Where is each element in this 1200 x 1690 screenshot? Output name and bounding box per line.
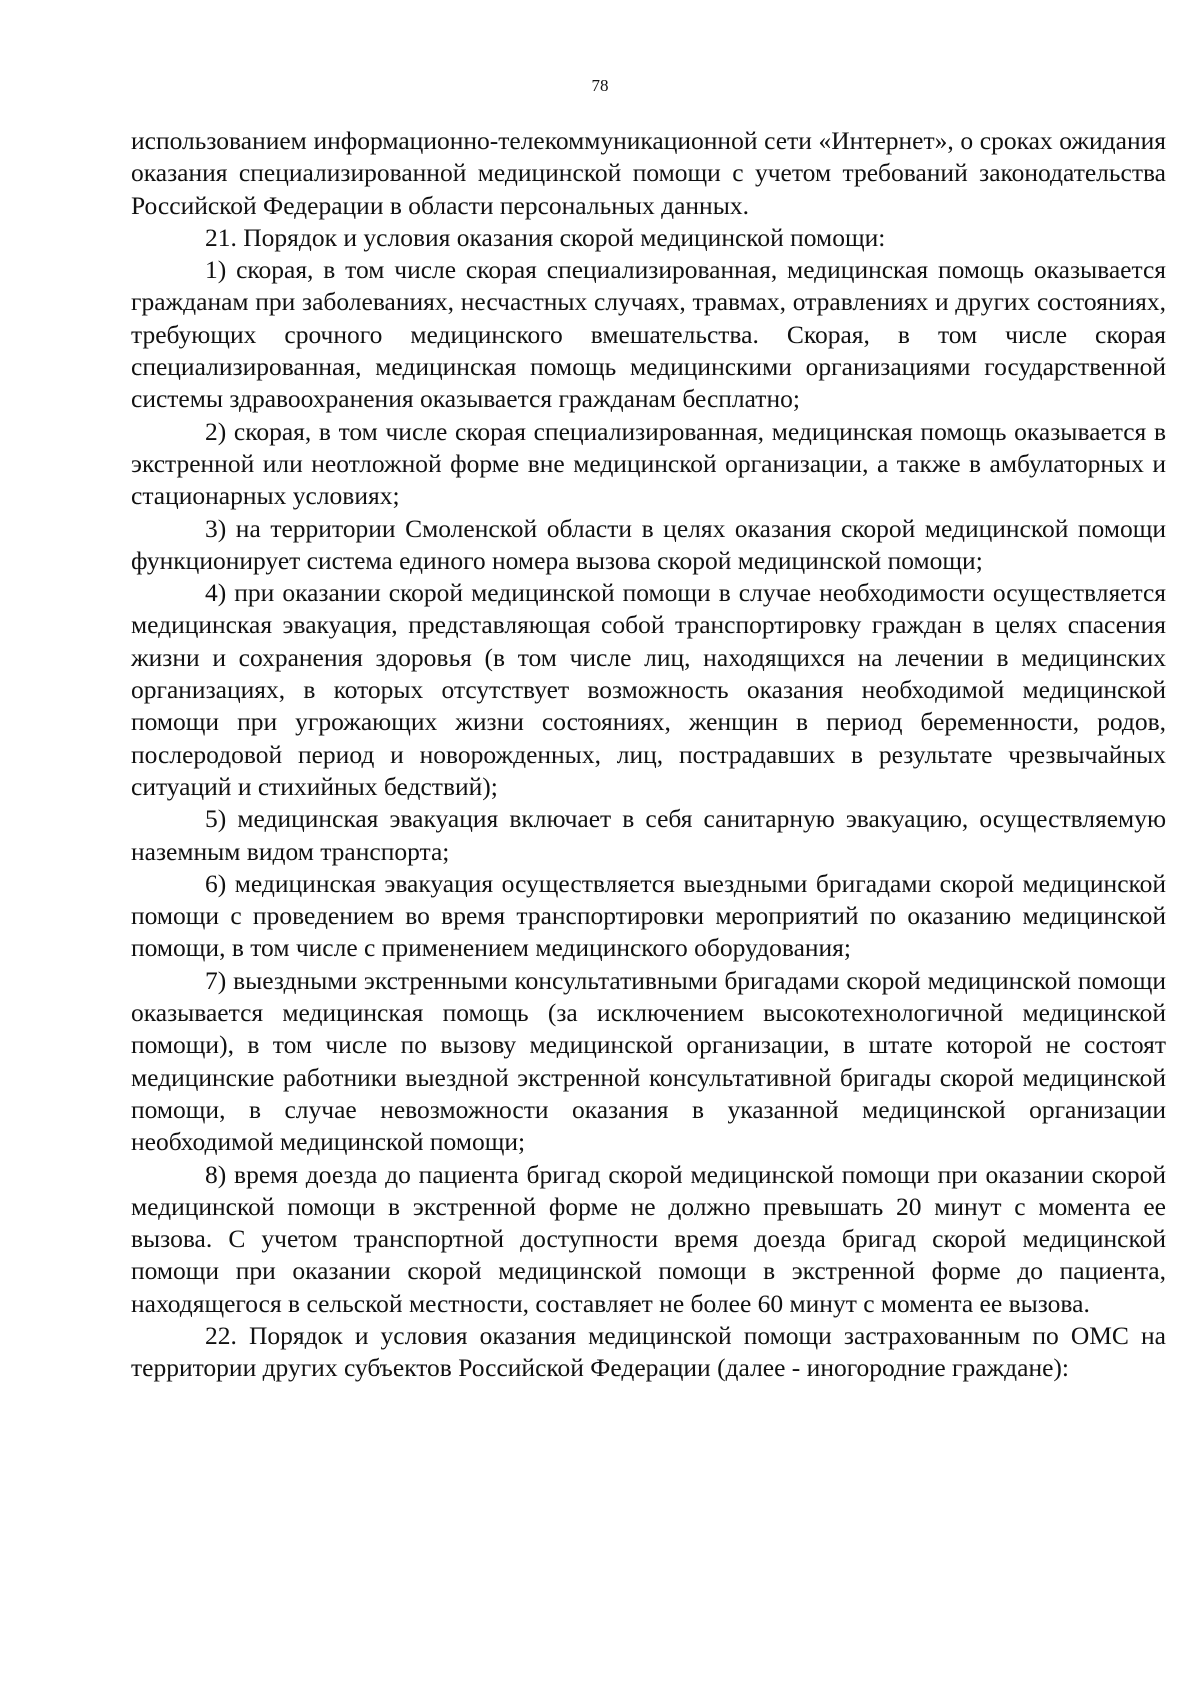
list-item-8: 8) время доезда до пациента бригад скорой медицинской помощи при оказании скорой медицинской помощи в экстренной форме не должно превышать 20 минут с момента ее вызова. С учетом транспортной доступности время доезда бригад скорой медицинской помощи при оказании скорой медицинской помощи в экстренной форме до пациента, находящегося в сельской местности, составляет не более 60 минут с момента ее вызова. <box>131 1159 1166 1318</box>
list-item-1: 1) скорая, в том числе скорая специализированная, медицинская помощь оказывается гражданам при заболеваниях, несчастных случаях, травмах, отравлениях и других состояниях, требующих срочного медицинского вмешательства. Скорая, в том числе скорая специализированная, медицинская помощь медицинскими организациями государственной системы здравоохранения оказывается гражданам бесплатно; <box>131 255 1166 414</box>
list-item-5: 5) медицинская эвакуация включает в себя санитарную эвакуацию, осуществляемую наземным видом транспорта; <box>131 804 1166 866</box>
section-21-heading: 21. Порядок и условия оказания скорой медицинской помощи: <box>205 222 886 252</box>
list-item-3: 3) на территории Смоленской области в целях оказания скорой медицинской помощи функционирует система единого номера вызова скорой медицинской помощи; <box>131 513 1166 575</box>
paragraph-continuation: использованием информационно-телекоммуникационной сети «Интернет», о сроках ожидания оказания специализированной медицинской помощи с учетом требований законодательства Российской Федерации в области персональных данных. <box>131 126 1166 220</box>
list-item-4: 4) при оказании скорой медицинской помощи в случае необходимости осуществляется медицинская эвакуация, представляющая собой транспортировку граждан в целях спасения жизни и сохранения здоровья (в том числе лиц, находящихся на лечении в медицинских организациях, в которых отсутствует возможность оказания необходимой медицинской помощи при угрожающих жизни состояниях, женщин в период беременности, родов, послеродовой период и новорожденных, лиц, пострадавших в результате чрезвычайных ситуаций и стихийных бедствий); <box>131 578 1166 801</box>
section-22-heading: 22. Порядок и условия оказания медицинской помощи застрахованным по ОМС на территории других субъектов Российской Федерации (далее - иногородние граждане): <box>131 1320 1166 1383</box>
list-item-7: 7) выездными экстренными консультативными бригадами скорой медицинской помощи оказывается медицинская помощь (за исключением высокотехнологичной медицинской помощи), в том числе по вызову медицинской организации, в штате которой не состоят медицинские работники выездной экстренной консультативной бригады скорой медицинской помощи, в случае невозможности оказания в указанной медицинской организации необходимой медицинской помощи; <box>131 965 1166 1157</box>
document-body <box>131 125 1166 1385</box>
page-number: 78 <box>591 76 609 95</box>
list-item-2: 2) скорая, в том числе скорая специализированная, медицинская помощь оказывается в экстренной или неотложной форме вне медицинской организации, а также в амбулаторных и стационарных условиях; <box>131 416 1166 511</box>
list-item-6: 6) медицинская эвакуация осуществляется выездными бригадами скорой медицинской помощи с проведением во время транспортировки мероприятий по оказанию медицинской помощи, в том числе с применением медицинского оборудования; <box>131 868 1166 963</box>
